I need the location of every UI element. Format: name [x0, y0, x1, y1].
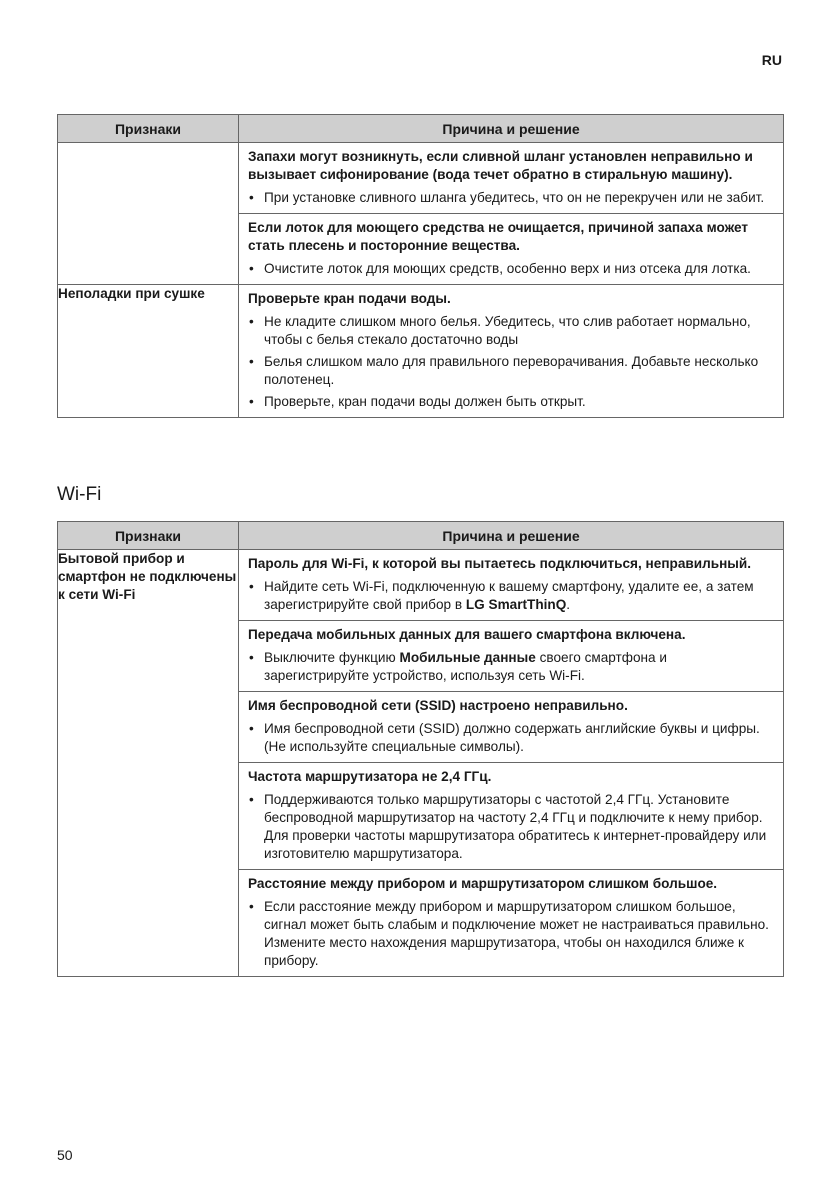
bullet-icon: • [249, 792, 254, 807]
solution-text: Если расстояние между прибором и маршрутизатором слишком большое, сигнал может быть слабым и подключение может не настраиваться правильно. Измените место нахождения маршрутизатора, чтобы он находился ближе к прибору. [264, 899, 769, 968]
cause-title: Запахи могут возникнуть, если сливной шланг установлен неправильно и вызывает сифонирование (вода течет обратно в стиральную машину). [248, 149, 753, 182]
bullet-icon: • [249, 650, 254, 665]
solution-item [248, 720, 775, 756]
solution-text: Найдите сеть Wi-Fi, подключенную к вашему смартфону, удалите ее, а затем зарегистрируйте свой прибор в LG SmartThinQ. [264, 579, 754, 612]
bullet-icon: • [249, 354, 254, 369]
table-row [58, 285, 784, 418]
page-number: 50 [57, 1147, 73, 1163]
solution-text: Имя беспроводной сети (SSID) должно содержать английские буквы и цифры. (Не используйте специальные символы). [264, 721, 760, 754]
cause-block [239, 550, 783, 620]
solution-item [248, 189, 775, 207]
solution-text: Проверьте, кран подачи воды должен быть открыт. [264, 394, 586, 409]
bullet-icon: • [249, 261, 254, 276]
column-header-cause-solution: Причина и решение [239, 115, 784, 143]
cause-title: Частота маршрутизатора не 2,4 ГГц. [248, 769, 492, 784]
symptom-cell: Неполадки при сушке [58, 285, 239, 418]
cause-block [239, 143, 783, 213]
cause-block [239, 213, 783, 284]
solution-item [248, 791, 775, 863]
table-header-row [58, 115, 784, 143]
bullet-icon: • [249, 721, 254, 736]
cause-title: Пароль для Wi-Fi, к которой вы пытаетесь подключиться, неправильный. [248, 556, 752, 571]
cause-title: Имя беспроводной сети (SSID) настроено неправильно. [248, 698, 628, 713]
app-name: LG SmartThinQ [465, 597, 567, 612]
cause-title: Если лоток для моющего средства не очищается, причиной запаха может стать плесень и посторонние вещества. [248, 220, 749, 253]
bullet-icon: • [249, 394, 254, 409]
solution-text: Выключите функцию Мобильные данные своего смартфона и зарегистрируйте устройство, используя сеть Wi-Fi. [264, 650, 667, 683]
cause-block [239, 869, 783, 976]
bullet-icon: • [249, 899, 254, 914]
table-header-row [58, 522, 784, 550]
solution-item [248, 353, 775, 389]
troubleshooting-table [57, 114, 784, 418]
language-code: RU [761, 52, 782, 68]
solution-cell [239, 143, 784, 285]
cause-block [239, 620, 783, 691]
solution-text: Поддерживаются только маршрутизаторы с частотой 2,4 ГГц. Установите беспроводной маршрутизатор на частоту 2,4 ГГц и подключите к нему прибор. Для проверки частоты маршрутизатора обратитесь к интернет-провайдеру или изготовителю маршрутизатора. [264, 792, 767, 861]
cause-title: Проверьте кран подачи воды. [248, 291, 451, 306]
solution-text: При установке сливного шланга убедитесь, что он не перекручен или не забит. [264, 190, 765, 205]
bullet-icon: • [249, 579, 254, 594]
table-row [58, 550, 784, 977]
wifi-troubleshooting-table [57, 521, 784, 977]
bullet-icon: • [249, 190, 254, 205]
symptom-cell [58, 143, 239, 285]
solution-item [248, 393, 775, 411]
column-header-symptoms: Признаки [58, 522, 239, 550]
solution-cell [239, 285, 784, 418]
cause-block [239, 285, 783, 417]
solution-item [248, 898, 775, 970]
cause-block [239, 762, 783, 869]
solution-item [248, 260, 775, 278]
solution-item [248, 313, 775, 349]
cause-title: Передача мобильных данных для вашего смартфона включена. [248, 627, 686, 642]
solution-text: Не кладите слишком много белья. Убедитесь, что слив работает нормально, чтобы с белья стекало достаточно воды [264, 314, 751, 347]
symptom-cell: Бытовой прибор и смартфон не подключены к сети Wi-Fi [58, 550, 239, 977]
solution-item [248, 649, 775, 685]
cause-title: Расстояние между прибором и маршрутизатором слишком большое. [248, 876, 718, 891]
column-header-cause-solution: Причина и решение [239, 522, 784, 550]
table-row [58, 143, 784, 285]
section-title-wifi: Wi-Fi [57, 484, 102, 505]
bullet-icon: • [249, 314, 254, 329]
solution-text: Белья слишком мало для правильного переворачивания. Добавьте несколько полотенец. [264, 354, 759, 387]
column-header-symptoms: Признаки [58, 115, 239, 143]
setting-name: Мобильные данные [399, 650, 536, 665]
solution-text: Очистите лоток для моющих средств, особенно верх и низ отсека для лотка. [264, 261, 751, 276]
solution-cell [239, 550, 784, 977]
cause-block [239, 691, 783, 762]
solution-item [248, 578, 775, 614]
